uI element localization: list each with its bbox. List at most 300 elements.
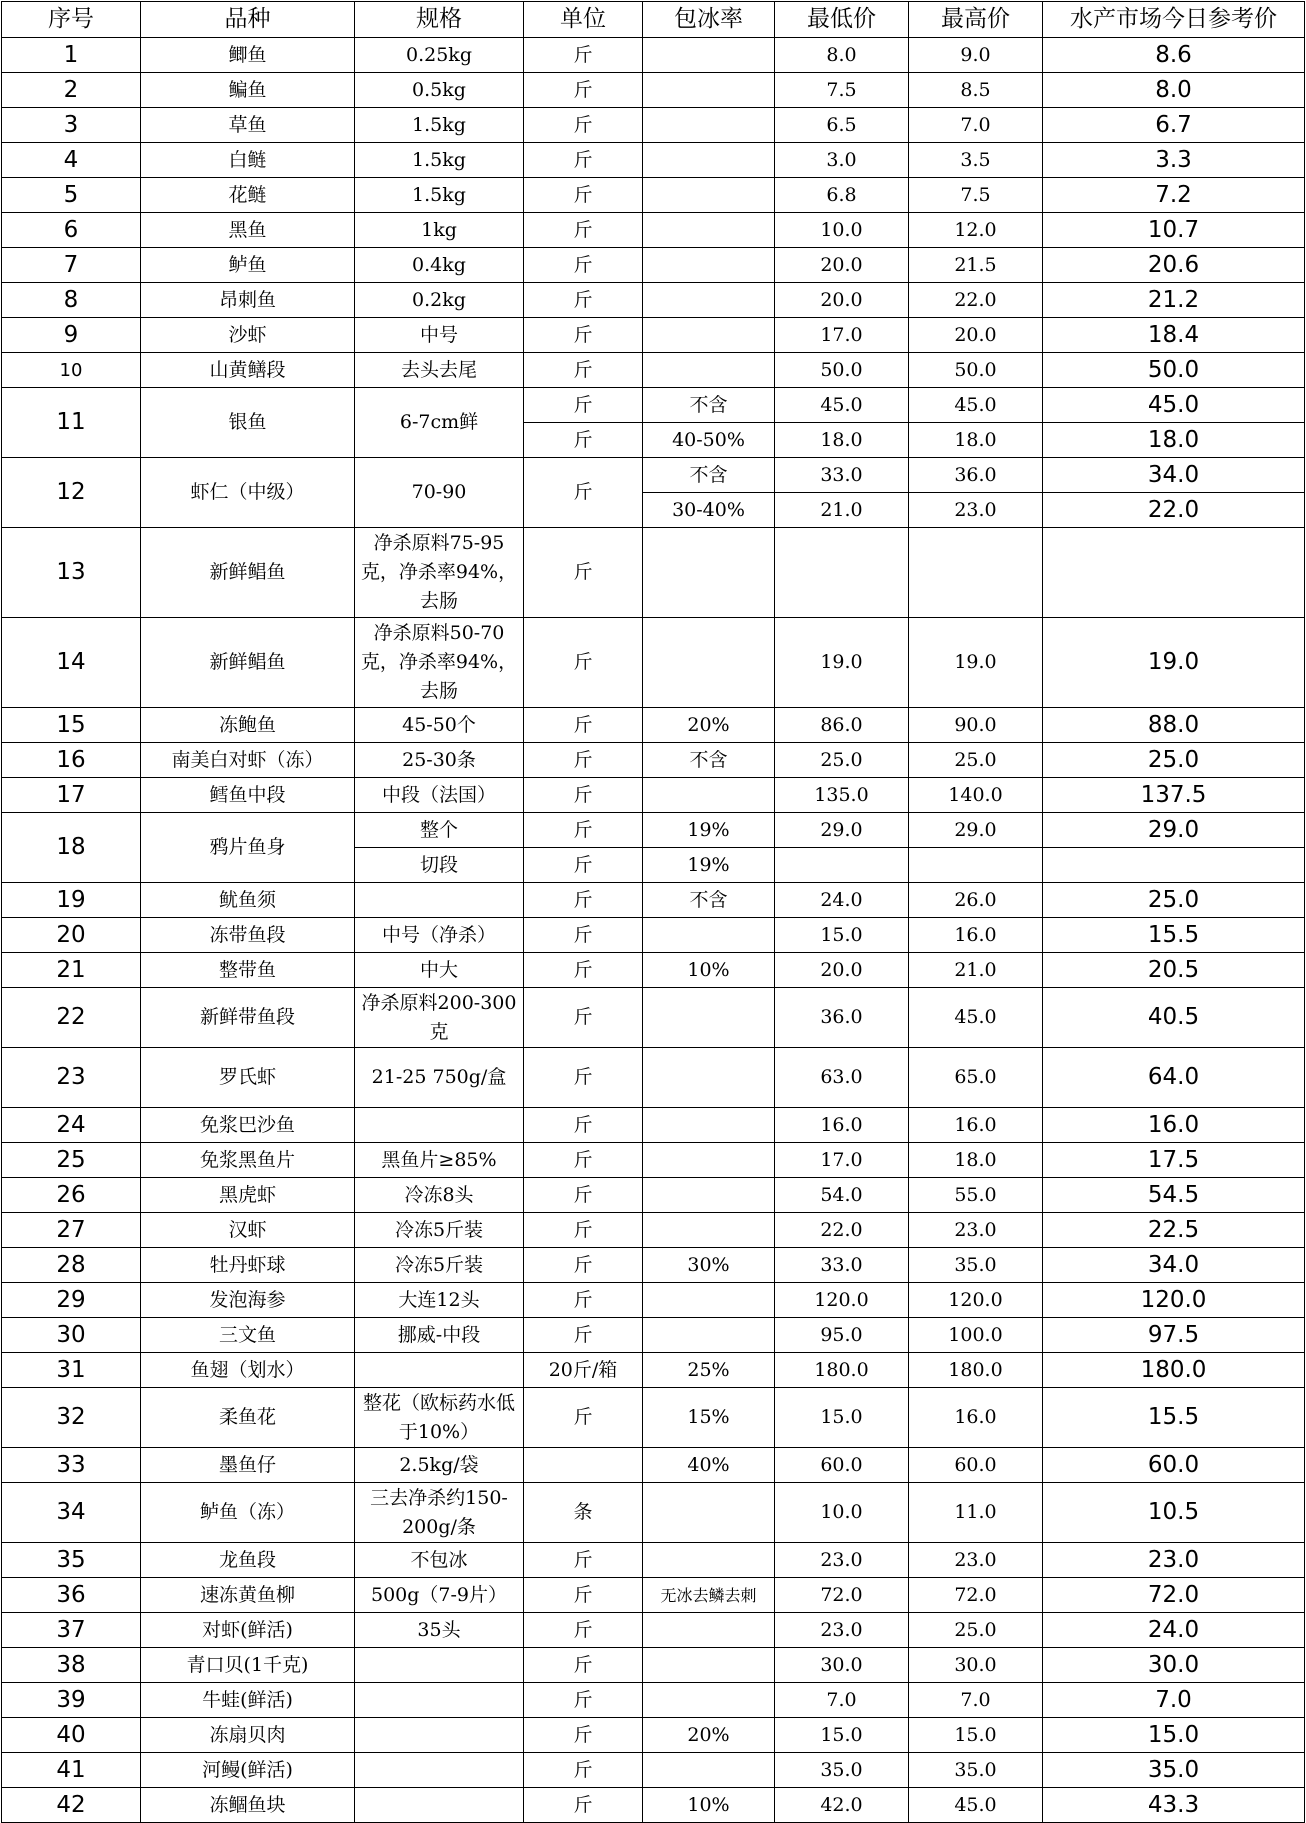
cell-min-price: 10.0	[775, 213, 909, 248]
cell-variety: 速冻黄鱼柳	[141, 1578, 355, 1613]
table-row	[2, 388, 1305, 423]
cell-unit: 斤	[524, 1318, 643, 1353]
cell-ref-price: 64.0	[1043, 1048, 1305, 1108]
cell-unit: 斤	[524, 1048, 643, 1108]
cell-ice-rate: 19%	[643, 813, 775, 848]
cell-max-price: 23.0	[909, 493, 1043, 528]
table-row	[2, 1353, 1305, 1388]
price-table	[1, 1, 1305, 1823]
cell-spec: 中号（净杀）	[355, 918, 524, 953]
cell-spec: 21-25 750g/盒	[355, 1048, 524, 1108]
table-row	[2, 1543, 1305, 1578]
cell-variety: 河鳗(鲜活)	[141, 1753, 355, 1788]
cell-variety: 龙鱼段	[141, 1543, 355, 1578]
cell-variety: 鲈鱼	[141, 248, 355, 283]
cell-max-price: 180.0	[909, 1353, 1043, 1388]
cell-spec: 大连12头	[355, 1283, 524, 1318]
cell-ice-rate	[643, 1213, 775, 1248]
cell-min-price: 22.0	[775, 1213, 909, 1248]
cell-max-price: 8.5	[909, 73, 1043, 108]
cell-seq: 6	[2, 213, 141, 248]
cell-ice-rate	[643, 528, 775, 618]
cell-ice-rate	[643, 1108, 775, 1143]
cell-ref-price: 18.0	[1043, 423, 1305, 458]
cell-max-price: 140.0	[909, 778, 1043, 813]
cell-variety: 牡丹虾球	[141, 1248, 355, 1283]
cell-spec	[355, 883, 524, 918]
cell-ref-price: 24.0	[1043, 1613, 1305, 1648]
cell-ref-price: 97.5	[1043, 1318, 1305, 1353]
cell-variety: 免浆巴沙鱼	[141, 1108, 355, 1143]
cell-variety: 鳊鱼	[141, 73, 355, 108]
cell-ice-rate: 20%	[643, 708, 775, 743]
cell-max-price: 120.0	[909, 1283, 1043, 1318]
col-header-min-price: 最低价	[775, 2, 909, 38]
cell-spec: 挪威-中段	[355, 1318, 524, 1353]
cell-max-price: 15.0	[909, 1718, 1043, 1753]
cell-seq: 4	[2, 143, 141, 178]
cell-unit: 斤	[524, 423, 643, 458]
cell-ice-rate	[643, 1318, 775, 1353]
cell-variety: 冻鲍鱼	[141, 708, 355, 743]
cell-min-price: 23.0	[775, 1543, 909, 1578]
cell-spec: 0.4kg	[355, 248, 524, 283]
cell-max-price: 55.0	[909, 1178, 1043, 1213]
cell-spec	[355, 1648, 524, 1683]
cell-seq: 34	[2, 1483, 141, 1543]
table-row	[2, 178, 1305, 213]
cell-min-price: 7.5	[775, 73, 909, 108]
cell-ref-price: 54.5	[1043, 1178, 1305, 1213]
table-row	[2, 1613, 1305, 1648]
table-row	[2, 778, 1305, 813]
table-row	[2, 1318, 1305, 1353]
cell-min-price: 8.0	[775, 38, 909, 73]
cell-ice-rate: 30%	[643, 1248, 775, 1283]
cell-spec: 35头	[355, 1613, 524, 1648]
cell-variety: 整带鱼	[141, 953, 355, 988]
cell-spec: 切段	[355, 848, 524, 883]
table-row	[2, 528, 1305, 618]
cell-max-price: 16.0	[909, 918, 1043, 953]
cell-seq: 31	[2, 1353, 141, 1388]
cell-spec: 中大	[355, 953, 524, 988]
cell-ref-price: 17.5	[1043, 1143, 1305, 1178]
table-row	[2, 1648, 1305, 1683]
col-header-max-price: 最高价	[909, 2, 1043, 38]
cell-spec: 去头去尾	[355, 353, 524, 388]
cell-spec: 中号	[355, 318, 524, 353]
cell-variety: 牛蛙(鲜活)	[141, 1683, 355, 1718]
cell-ice-rate: 20%	[643, 1718, 775, 1753]
cell-variety: 虾仁（中级）	[141, 458, 355, 528]
cell-variety: 冻鲴鱼块	[141, 1788, 355, 1823]
cell-seq: 22	[2, 988, 141, 1048]
cell-unit: 斤	[524, 848, 643, 883]
cell-min-price: 180.0	[775, 1353, 909, 1388]
cell-ref-price: 40.5	[1043, 988, 1305, 1048]
cell-ice-rate: 15%	[643, 1388, 775, 1448]
cell-unit: 斤	[524, 953, 643, 988]
cell-max-price: 16.0	[909, 1388, 1043, 1448]
cell-max-price: 16.0	[909, 1108, 1043, 1143]
cell-spec: 45-50个	[355, 708, 524, 743]
cell-ice-rate	[643, 778, 775, 813]
cell-spec: 净杀原料50-70克，净杀率94%，去肠	[355, 618, 524, 708]
cell-variety: 鱿鱼须	[141, 883, 355, 918]
cell-min-price: 17.0	[775, 318, 909, 353]
cell-min-price: 50.0	[775, 353, 909, 388]
cell-unit: 斤	[524, 778, 643, 813]
cell-unit	[524, 1448, 643, 1483]
cell-spec	[355, 1353, 524, 1388]
cell-variety: 南美白对虾（冻）	[141, 743, 355, 778]
cell-ice-rate	[643, 1648, 775, 1683]
cell-ice-rate	[643, 988, 775, 1048]
cell-variety: 罗氏虾	[141, 1048, 355, 1108]
cell-min-price: 63.0	[775, 1048, 909, 1108]
cell-spec: 三去净杀约150-200g/条	[355, 1483, 524, 1543]
cell-variety: 鱼翅（划水）	[141, 1353, 355, 1388]
cell-seq: 13	[2, 528, 141, 618]
table-row	[2, 73, 1305, 108]
cell-max-price: 36.0	[909, 458, 1043, 493]
cell-seq: 5	[2, 178, 141, 213]
cell-ref-price: 15.5	[1043, 1388, 1305, 1448]
table-row	[2, 883, 1305, 918]
cell-min-price: 6.5	[775, 108, 909, 143]
cell-ice-rate	[643, 1483, 775, 1543]
table-row	[2, 1248, 1305, 1283]
cell-seq: 7	[2, 248, 141, 283]
table-row	[2, 248, 1305, 283]
cell-variety: 柔鱼花	[141, 1388, 355, 1448]
cell-min-price: 15.0	[775, 1388, 909, 1448]
cell-ref-price: 34.0	[1043, 458, 1305, 493]
cell-ice-rate: 10%	[643, 1788, 775, 1823]
cell-seq: 24	[2, 1108, 141, 1143]
cell-unit: 斤	[524, 1178, 643, 1213]
cell-ref-price: 20.5	[1043, 953, 1305, 988]
cell-variety: 新鲜鲳鱼	[141, 618, 355, 708]
table-row	[2, 108, 1305, 143]
cell-min-price: 95.0	[775, 1318, 909, 1353]
cell-seq: 40	[2, 1718, 141, 1753]
cell-unit: 斤	[524, 1613, 643, 1648]
cell-variety: 鳕鱼中段	[141, 778, 355, 813]
cell-seq: 20	[2, 918, 141, 953]
cell-max-price: 7.0	[909, 108, 1043, 143]
cell-seq: 26	[2, 1178, 141, 1213]
cell-ref-price: 137.5	[1043, 778, 1305, 813]
cell-variety: 冻扇贝肉	[141, 1718, 355, 1753]
cell-variety: 冻带鱼段	[141, 918, 355, 953]
cell-ice-rate	[643, 1143, 775, 1178]
cell-unit: 斤	[524, 1143, 643, 1178]
cell-ice-rate: 10%	[643, 953, 775, 988]
cell-ref-price: 3.3	[1043, 143, 1305, 178]
cell-min-price	[775, 528, 909, 618]
cell-seq: 21	[2, 953, 141, 988]
cell-seq: 33	[2, 1448, 141, 1483]
cell-min-price: 33.0	[775, 458, 909, 493]
cell-min-price: 17.0	[775, 1143, 909, 1178]
cell-spec: 冷冻8头	[355, 1178, 524, 1213]
cell-ice-rate: 无冰去鳞去刺	[643, 1578, 775, 1613]
cell-min-price: 35.0	[775, 1753, 909, 1788]
cell-max-price: 11.0	[909, 1483, 1043, 1543]
table-row	[2, 988, 1305, 1048]
cell-max-price: 45.0	[909, 1788, 1043, 1823]
cell-ref-price: 30.0	[1043, 1648, 1305, 1683]
cell-ice-rate	[643, 918, 775, 953]
table-row	[2, 1683, 1305, 1718]
cell-ice-rate: 40%	[643, 1448, 775, 1483]
cell-spec: 整个	[355, 813, 524, 848]
cell-ref-price: 22.0	[1043, 493, 1305, 528]
cell-spec: 0.2kg	[355, 283, 524, 318]
cell-max-price	[909, 848, 1043, 883]
cell-variety: 白鲢	[141, 143, 355, 178]
table-row	[2, 1283, 1305, 1318]
cell-min-price: 20.0	[775, 248, 909, 283]
cell-spec: 1kg	[355, 213, 524, 248]
cell-ref-price	[1043, 848, 1305, 883]
cell-seq: 12	[2, 458, 141, 528]
table-row	[2, 1213, 1305, 1248]
cell-ref-price: 21.2	[1043, 283, 1305, 318]
cell-spec: 净杀原料200-300克	[355, 988, 524, 1048]
cell-seq: 39	[2, 1683, 141, 1718]
cell-unit: 斤	[524, 708, 643, 743]
cell-variety: 花鲢	[141, 178, 355, 213]
col-header-variety: 品种	[141, 2, 355, 38]
cell-unit: 斤	[524, 1578, 643, 1613]
cell-min-price: 120.0	[775, 1283, 909, 1318]
cell-unit: 斤	[524, 108, 643, 143]
cell-variety: 三文鱼	[141, 1318, 355, 1353]
cell-min-price: 86.0	[775, 708, 909, 743]
cell-min-price: 23.0	[775, 1613, 909, 1648]
cell-min-price: 20.0	[775, 953, 909, 988]
cell-ice-rate	[643, 1683, 775, 1718]
cell-ref-price: 88.0	[1043, 708, 1305, 743]
cell-variety: 山黄鳝段	[141, 353, 355, 388]
cell-variety: 草鱼	[141, 108, 355, 143]
cell-variety: 汉虾	[141, 1213, 355, 1248]
cell-min-price: 20.0	[775, 283, 909, 318]
table-row	[2, 743, 1305, 778]
cell-spec: 不包冰	[355, 1543, 524, 1578]
cell-unit: 斤	[524, 813, 643, 848]
cell-min-price	[775, 848, 909, 883]
table-row	[2, 618, 1305, 708]
cell-ice-rate	[643, 618, 775, 708]
cell-ref-price: 43.3	[1043, 1788, 1305, 1823]
cell-unit: 斤	[524, 1543, 643, 1578]
cell-ref-price: 50.0	[1043, 353, 1305, 388]
cell-ref-price: 19.0	[1043, 618, 1305, 708]
cell-ref-price: 16.0	[1043, 1108, 1305, 1143]
cell-spec	[355, 1753, 524, 1788]
cell-unit: 斤	[524, 1388, 643, 1448]
cell-min-price: 7.0	[775, 1683, 909, 1718]
cell-unit: 斤	[524, 1283, 643, 1318]
table-row	[2, 143, 1305, 178]
cell-variety: 鲫鱼	[141, 38, 355, 73]
cell-ice-rate: 不含	[643, 743, 775, 778]
cell-ice-rate: 不含	[643, 883, 775, 918]
cell-spec: 6-7cm鲜	[355, 388, 524, 458]
cell-min-price: 21.0	[775, 493, 909, 528]
table-row	[2, 1483, 1305, 1543]
cell-seq: 41	[2, 1753, 141, 1788]
cell-ice-rate: 不含	[643, 388, 775, 423]
cell-min-price: 15.0	[775, 1718, 909, 1753]
cell-variety: 黑鱼	[141, 213, 355, 248]
cell-min-price: 135.0	[775, 778, 909, 813]
table-row	[2, 1448, 1305, 1483]
cell-unit: 斤	[524, 883, 643, 918]
cell-seq: 32	[2, 1388, 141, 1448]
table-row	[2, 918, 1305, 953]
cell-ice-rate	[643, 1613, 775, 1648]
cell-seq: 42	[2, 1788, 141, 1823]
cell-spec	[355, 1108, 524, 1143]
cell-unit: 斤	[524, 388, 643, 423]
cell-spec	[355, 1683, 524, 1718]
table-row	[2, 1578, 1305, 1613]
cell-seq: 37	[2, 1613, 141, 1648]
cell-max-price: 50.0	[909, 353, 1043, 388]
cell-ice-rate	[643, 143, 775, 178]
cell-max-price: 72.0	[909, 1578, 1043, 1613]
cell-ice-rate	[643, 248, 775, 283]
cell-unit: 斤	[524, 1718, 643, 1753]
table-row	[2, 1108, 1305, 1143]
cell-max-price: 25.0	[909, 1613, 1043, 1648]
header-row	[2, 2, 1305, 38]
cell-ice-rate	[643, 1048, 775, 1108]
cell-max-price: 18.0	[909, 423, 1043, 458]
table-row	[2, 38, 1305, 73]
cell-ice-rate: 25%	[643, 1353, 775, 1388]
cell-ice-rate: 不含	[643, 458, 775, 493]
cell-unit: 斤	[524, 1213, 643, 1248]
cell-ice-rate: 40-50%	[643, 423, 775, 458]
cell-spec: 25-30条	[355, 743, 524, 778]
cell-unit: 斤	[524, 143, 643, 178]
cell-unit: 斤	[524, 73, 643, 108]
cell-ref-price: 23.0	[1043, 1543, 1305, 1578]
cell-max-price: 12.0	[909, 213, 1043, 248]
cell-ref-price: 20.6	[1043, 248, 1305, 283]
cell-min-price: 29.0	[775, 813, 909, 848]
cell-ice-rate	[643, 213, 775, 248]
cell-variety: 昂刺鱼	[141, 283, 355, 318]
cell-unit: 斤	[524, 38, 643, 73]
cell-ice-rate	[643, 1543, 775, 1578]
cell-max-price: 25.0	[909, 743, 1043, 778]
cell-variety: 发泡海参	[141, 1283, 355, 1318]
cell-unit: 斤	[524, 1753, 643, 1788]
cell-seq: 38	[2, 1648, 141, 1683]
cell-min-price: 45.0	[775, 388, 909, 423]
cell-max-price: 7.5	[909, 178, 1043, 213]
cell-ref-price: 25.0	[1043, 743, 1305, 778]
cell-ref-price: 25.0	[1043, 883, 1305, 918]
cell-ref-price: 120.0	[1043, 1283, 1305, 1318]
table-row	[2, 1388, 1305, 1448]
cell-ice-rate	[643, 318, 775, 353]
cell-unit: 斤	[524, 988, 643, 1048]
cell-ref-price: 7.0	[1043, 1683, 1305, 1718]
cell-ref-price: 6.7	[1043, 108, 1305, 143]
col-header-seq: 序号	[2, 2, 141, 38]
table-row	[2, 1718, 1305, 1753]
cell-spec	[355, 1788, 524, 1823]
cell-max-price: 23.0	[909, 1543, 1043, 1578]
cell-max-price: 19.0	[909, 618, 1043, 708]
cell-seq: 35	[2, 1543, 141, 1578]
cell-unit: 斤	[524, 918, 643, 953]
cell-min-price: 18.0	[775, 423, 909, 458]
cell-unit: 斤	[524, 743, 643, 778]
cell-ice-rate	[643, 1753, 775, 1788]
cell-min-price: 30.0	[775, 1648, 909, 1683]
cell-min-price: 25.0	[775, 743, 909, 778]
table-row	[2, 813, 1305, 848]
cell-spec: 黑鱼片≥85%	[355, 1143, 524, 1178]
cell-variety: 鲈鱼（冻）	[141, 1483, 355, 1543]
cell-ice-rate	[643, 1283, 775, 1318]
table-row	[2, 213, 1305, 248]
cell-spec: 中段（法国）	[355, 778, 524, 813]
cell-unit: 斤	[524, 618, 643, 708]
cell-seq: 27	[2, 1213, 141, 1248]
cell-ref-price: 180.0	[1043, 1353, 1305, 1388]
cell-max-price: 45.0	[909, 988, 1043, 1048]
cell-spec: 冷冻5斤装	[355, 1248, 524, 1283]
table-body	[2, 38, 1305, 1823]
cell-variety: 青口贝(1千克)	[141, 1648, 355, 1683]
cell-ice-rate: 30-40%	[643, 493, 775, 528]
cell-max-price: 9.0	[909, 38, 1043, 73]
cell-seq: 29	[2, 1283, 141, 1318]
cell-spec: 整花（欧标药水低于10%）	[355, 1388, 524, 1448]
cell-max-price: 3.5	[909, 143, 1043, 178]
cell-spec: 0.5kg	[355, 73, 524, 108]
cell-spec: 2.5kg/袋	[355, 1448, 524, 1483]
cell-ref-price: 8.0	[1043, 73, 1305, 108]
col-header-ice-rate: 包冰率	[643, 2, 775, 38]
cell-unit: 斤	[524, 318, 643, 353]
cell-ref-price: 29.0	[1043, 813, 1305, 848]
table-row	[2, 458, 1305, 493]
cell-max-price: 29.0	[909, 813, 1043, 848]
cell-ref-price: 60.0	[1043, 1448, 1305, 1483]
cell-max-price: 90.0	[909, 708, 1043, 743]
cell-spec	[355, 1718, 524, 1753]
cell-seq: 23	[2, 1048, 141, 1108]
table-row	[2, 1788, 1305, 1823]
cell-min-price: 42.0	[775, 1788, 909, 1823]
cell-ref-price: 10.5	[1043, 1483, 1305, 1543]
cell-seq: 11	[2, 388, 141, 458]
cell-ref-price: 22.5	[1043, 1213, 1305, 1248]
cell-max-price: 100.0	[909, 1318, 1043, 1353]
cell-max-price: 26.0	[909, 883, 1043, 918]
